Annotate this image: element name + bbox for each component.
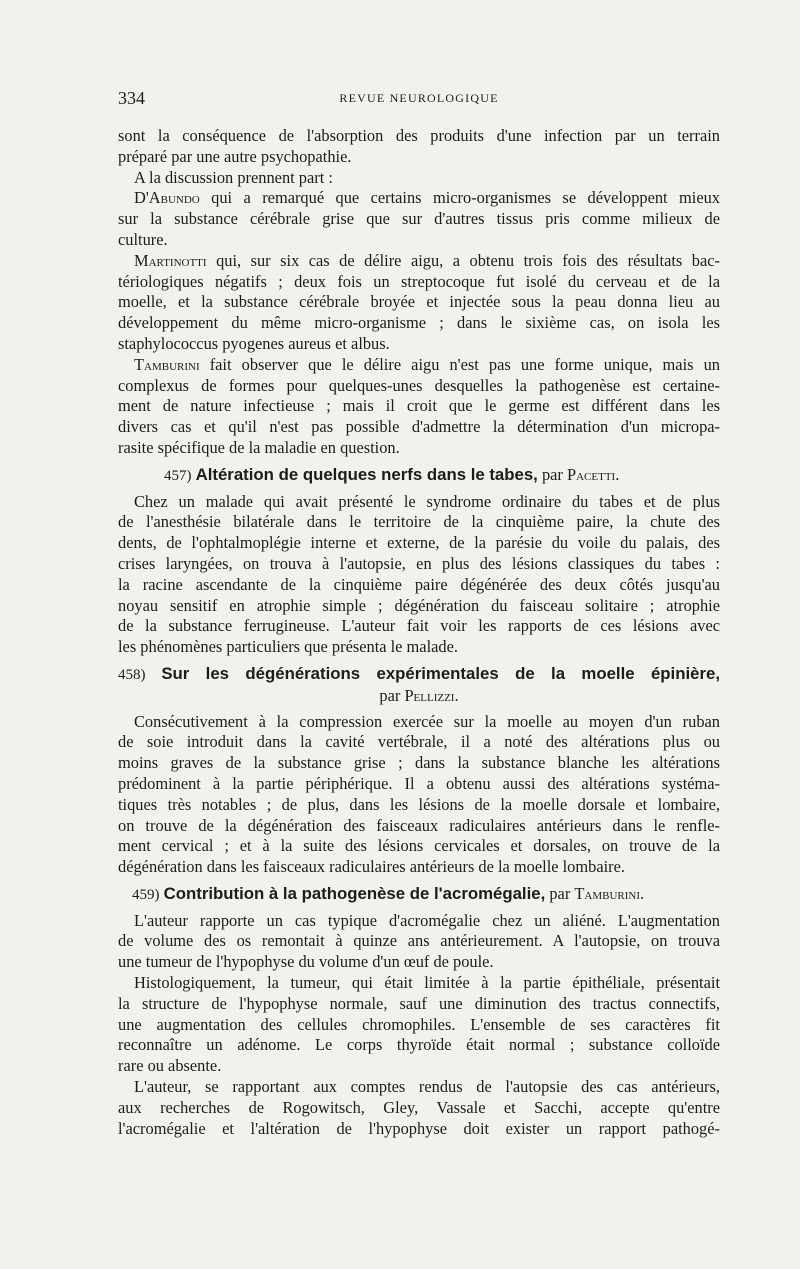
paragraph-degenerations bbox=[118, 712, 720, 878]
author-name: D'Abundo bbox=[134, 188, 200, 208]
text-line: une tumeur de l'hypophyse du volume d'un œuf de poule. bbox=[118, 952, 494, 972]
text-line: développement du même micro-organisme ; dans le sixième cas, on isola les bbox=[118, 313, 720, 333]
author-name: Martinotti bbox=[134, 250, 207, 270]
text-line: divers cas et qu'il n'est pas possible d'admettre la détermination d'un micropa- bbox=[118, 417, 720, 437]
paragraph-acromegalie-case bbox=[118, 911, 720, 973]
text-line: de l'anesthésie bilatérale dans le territoire de la cinquième paire, la chute des bbox=[118, 512, 720, 532]
text-line: dents, de l'ophtalmoplégie interne et externe, de la parésie du voile du palais, des bbox=[118, 533, 720, 553]
section-byline-458: par Pellizzi. bbox=[379, 685, 459, 705]
text-line: crises laryngées, on trouva à l'autopsie, en plus des lésions classiques du tabes : bbox=[118, 553, 720, 573]
text-line: de volume des os remontait à quinze ans antérieurement. A l'autopsie, on trouva bbox=[118, 931, 720, 951]
text-line: l'acromégalie et l'altération de l'hypophyse doit exister un rapport pathogé- bbox=[118, 1118, 720, 1138]
text-line: tiques très notables ; de plus, dans les lésions de la moelle dorsale et lombaire, bbox=[118, 794, 720, 814]
text-line: reconnaître un adénome. Le corps thyroïde était normal ; substance colloïde bbox=[118, 1035, 720, 1055]
text-line: A la discussion prennent part : bbox=[134, 167, 333, 187]
section-number: 459) bbox=[132, 886, 160, 903]
paragraph-psychopathie bbox=[118, 126, 720, 168]
paragraph-martinotti bbox=[118, 251, 720, 355]
paragraph-tamburini bbox=[118, 355, 720, 459]
text-line: moins graves de la substance grise ; dans la substance blanche les altérations bbox=[118, 753, 720, 773]
author-name: Tamburini. bbox=[574, 883, 645, 903]
paragraph-tabes bbox=[118, 492, 720, 658]
text-line: L'auteur rapporte un cas typique d'acromégalie chez un aliéné. L'augmentation bbox=[134, 910, 720, 930]
text-line: moelle, et la substance cérébrale broyée et injectée sous la peau donna lieu au bbox=[118, 292, 720, 312]
section-title: Contribution à la pathogenèse de l'acromégalie, bbox=[163, 883, 546, 903]
text-line: Chez un malade qui avait présenté le syndrome ordinaire du tabes et de plus bbox=[134, 491, 720, 511]
text-line: ment de nature infectieuse ; mais il croit que le germe est différent dans les bbox=[118, 396, 720, 416]
text-line: sont la conséquence de l'absorption des produits d'une infection par un terrain bbox=[118, 126, 720, 145]
text-line: de la substance ferrugineuse. L'auteur fait voir les rapports de ces lésions avec bbox=[118, 616, 720, 636]
running-head: REVUE NEUROLOGIQUE bbox=[339, 91, 499, 105]
text-line: les phénomènes particuliers que présenta le malade. bbox=[118, 637, 458, 657]
text-line: la racine ascendante de la cinquième paire dégénérée des deux côtés jusqu'au bbox=[118, 574, 720, 594]
section-number: 458) bbox=[118, 666, 146, 683]
page-header bbox=[118, 88, 720, 112]
text-line: prédominent à la partie périphérique. Il a obtenu aussi des altérations systéma- bbox=[118, 773, 720, 793]
text-line: de soie introduit dans la cavité vertébrale, il a noté des altérations plus ou bbox=[118, 732, 720, 752]
section-title: Sur les dégénérations expérimentales de la moelle épinière, bbox=[161, 663, 720, 683]
text-line: tériologiques négatifs ; deux fois un streptocoque fut isolé du cerveau et de la bbox=[118, 271, 720, 291]
author-name: Pacetti. bbox=[566, 464, 620, 484]
text-line: dégénération dans les faisceaux radiculaires antérieurs de la moelle lombaire. bbox=[118, 857, 625, 877]
paragraph-conclusion bbox=[118, 1077, 720, 1139]
text-line: on trouve de la dégénération des faisceaux radiculaires antérieurs dans le renfle- bbox=[118, 815, 720, 835]
text-line: ment cervical ; et à la suite des lésions cervicales et dorsales, on trouve de la bbox=[118, 836, 720, 856]
text-line: L'auteur, se rapportant aux comptes rendus de l'autopsie des cas antérieurs, bbox=[134, 1077, 720, 1097]
text-line: une augmentation des cellules chromophiles. L'ensemble de ses caractères fit bbox=[118, 1014, 720, 1034]
author-name: Tamburini bbox=[134, 354, 200, 374]
section-number: 457) bbox=[164, 467, 192, 484]
section-heading-459: 459) Contribution à la pathogenèse de l'acromégalie, par Tamburini. bbox=[132, 883, 645, 903]
paragraph-histology bbox=[118, 973, 720, 1077]
text-line: Histologiquement, la tumeur, qui était limitée à la partie épithéliale, présentait bbox=[134, 973, 720, 993]
text-line: aux recherches de Rogowitsch, Gley, Vassale et Sacchi, accepte qu'entre bbox=[118, 1097, 720, 1117]
text-line: Martinotti qui, sur six cas de délire aigu, a obtenu trois fois des résultats bac- bbox=[134, 250, 720, 270]
text-line: sur la substance cérébrale grise que sur d'autres tissus pris comme milieux de bbox=[118, 209, 720, 229]
paragraph-discussion bbox=[118, 168, 720, 189]
page-body bbox=[118, 126, 720, 1139]
text-line: D'Abundo qui a remarqué que certains micro-organismes se développent mieux bbox=[134, 188, 720, 208]
text-line: culture. bbox=[118, 229, 168, 249]
text-line: rare ou absente. bbox=[118, 1056, 222, 1076]
text-line: noyau sensitif en atrophie simple ; dégénération du faisceau solitaire ; atrophie bbox=[118, 595, 720, 615]
section-heading-458 bbox=[118, 664, 720, 686]
section-heading-457: 457) Altération de quelques nerfs dans le tabes, par Pacetti. bbox=[164, 464, 620, 484]
text-line: Consécutivement à la compression exercée sur la moelle au moyen d'un ruban bbox=[134, 711, 720, 731]
section-title: Altération de quelques nerfs dans le tabes, bbox=[195, 464, 538, 484]
paragraph-abundo bbox=[118, 188, 720, 250]
text-line: staphylococcus pyogenes aureus et albus. bbox=[118, 333, 390, 353]
text-line: la structure de l'hypophyse normale, sauf une diminution des tractus connectifs, bbox=[118, 993, 720, 1013]
text-line: Tamburini fait observer que le délire aigu n'est pas une forme unique, mais un bbox=[134, 354, 720, 374]
page-number: 334 bbox=[118, 88, 145, 108]
text-line: rasite spécifique de la maladie en question. bbox=[118, 437, 400, 457]
author-name: Pellizzi. bbox=[404, 685, 459, 705]
text-line: préparé par une autre psychopathie. bbox=[118, 146, 352, 166]
text-line: complexus de formes pour quelques-unes desquelles la pathogenèse est certaine- bbox=[118, 375, 720, 395]
